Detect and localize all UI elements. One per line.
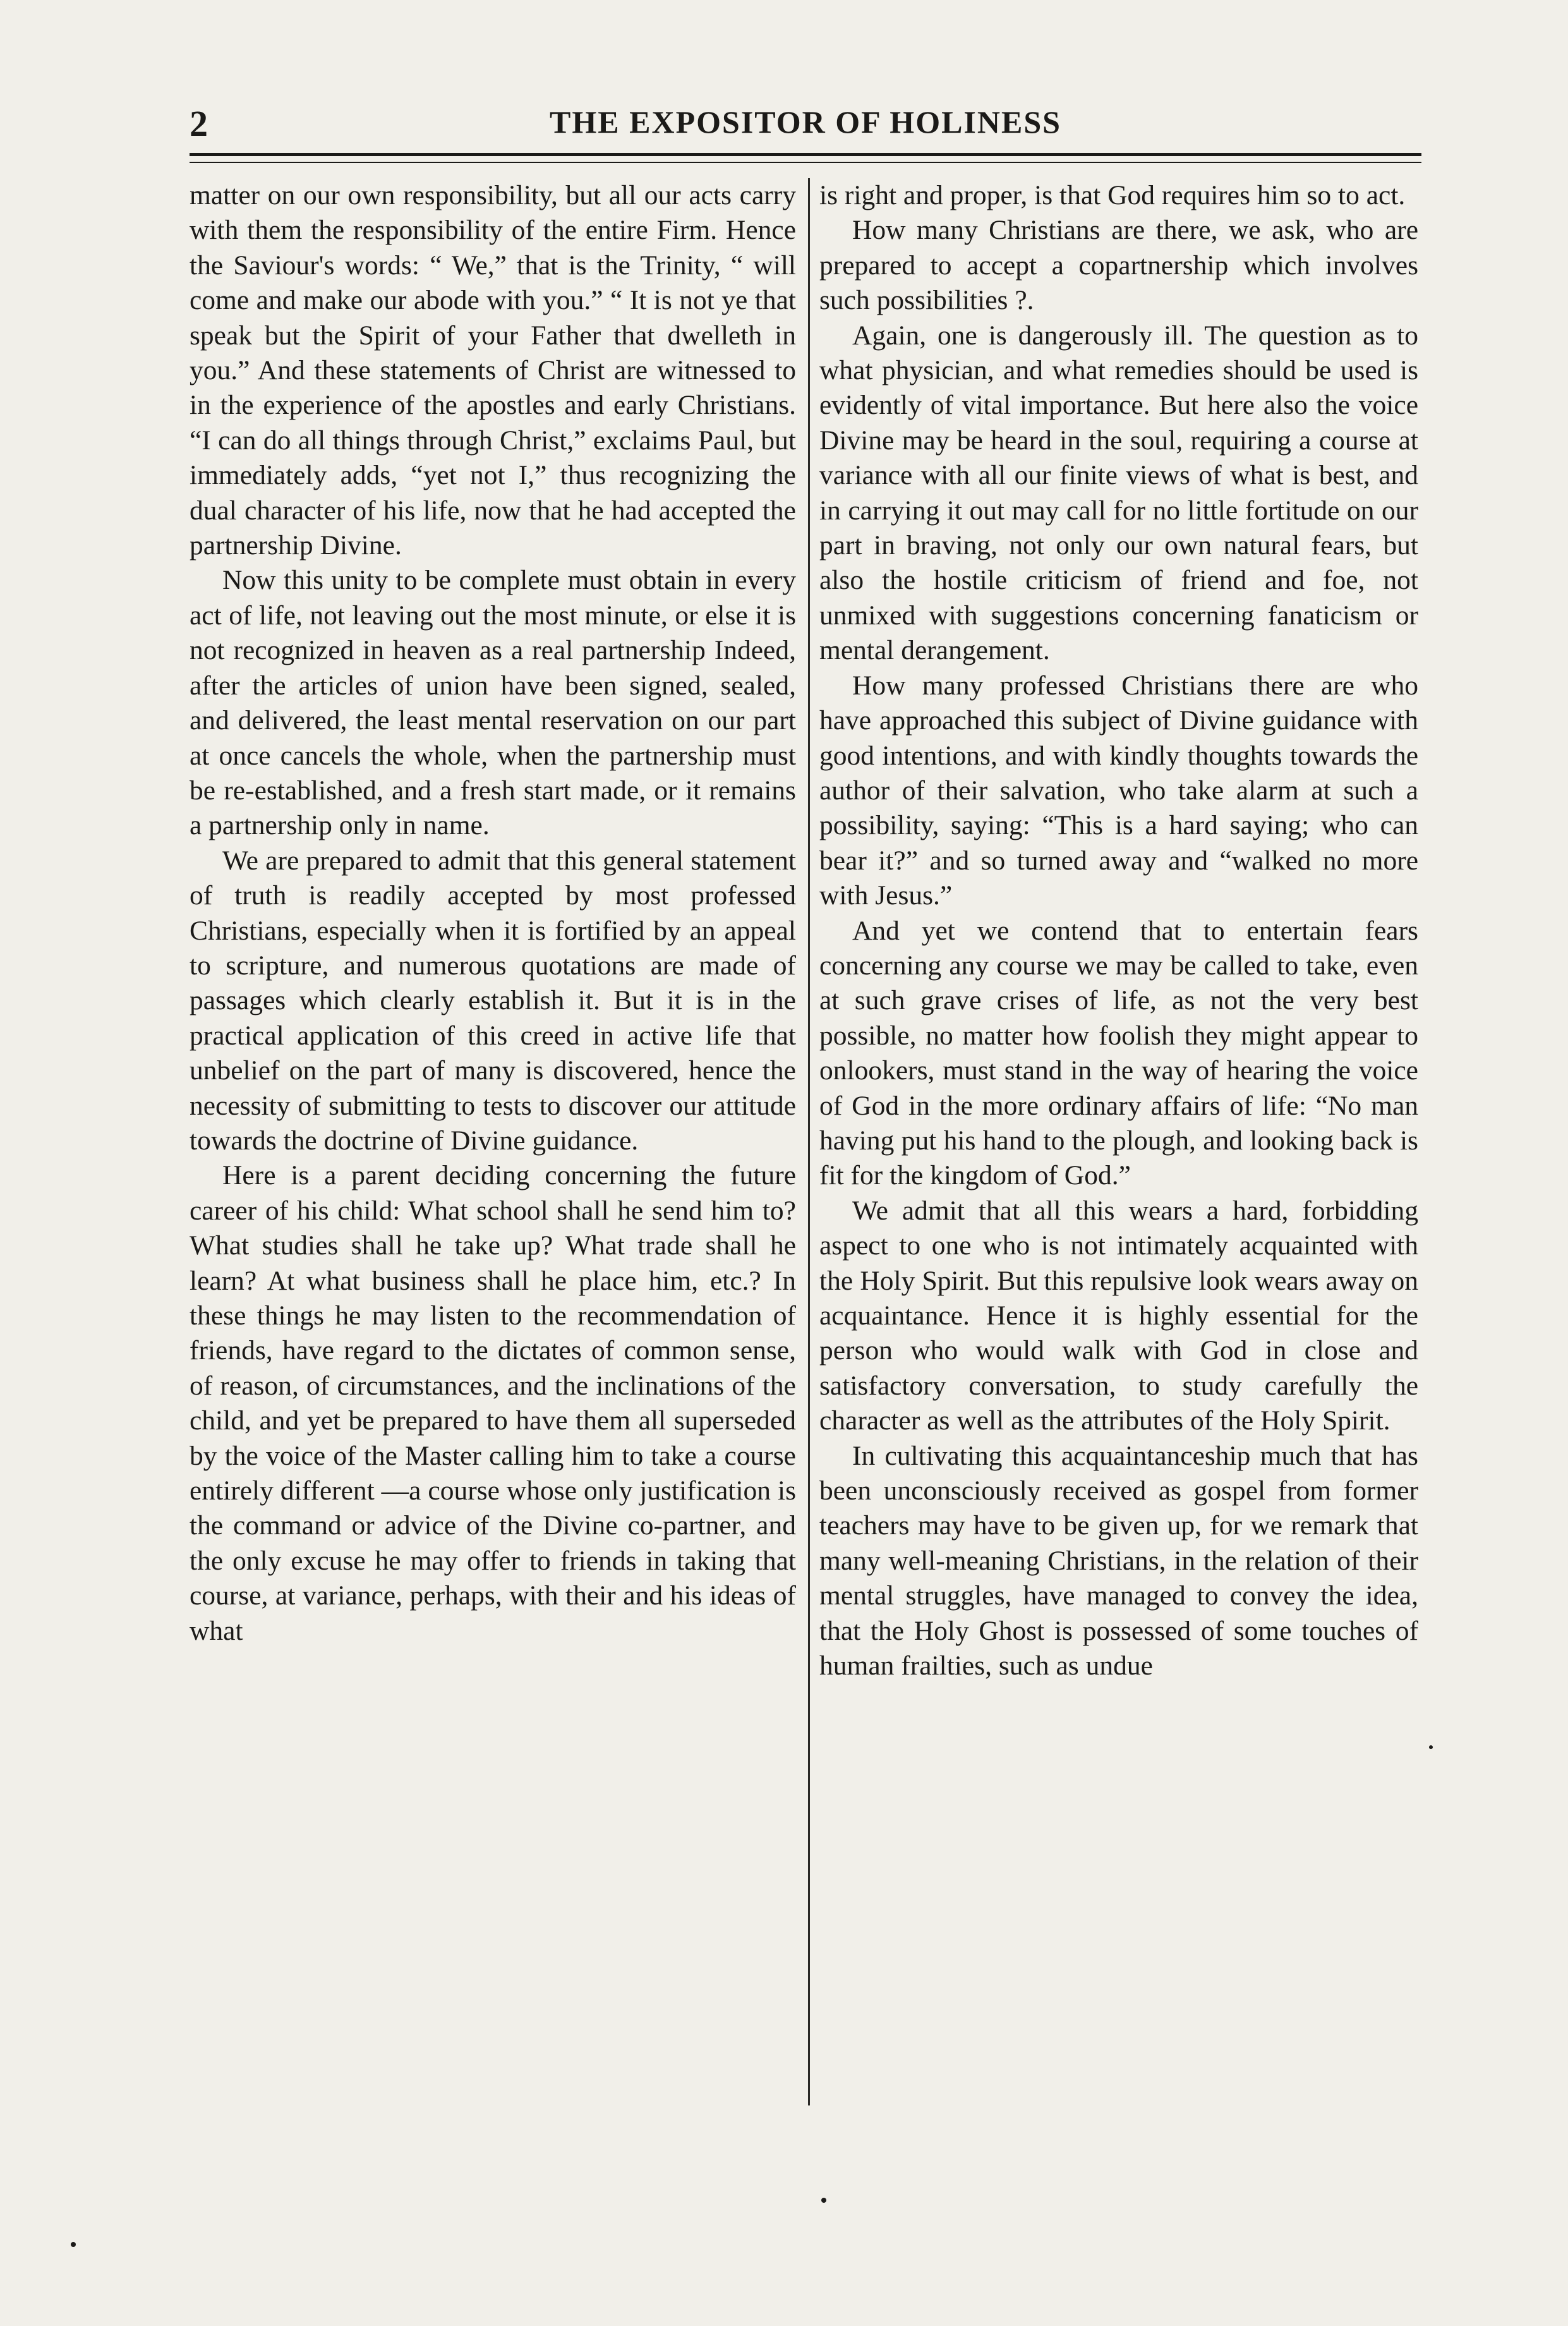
paragraph: Now this unity to be complete must obtain in every act of life, not leaving out the most minute, or else it is not recognized in heaven as a real partnership Indeed, after the articles of union have been signed, sealed, and delivered, the least mental reservation on our part at once cancels the whole, when the partnership must be re-established, and a fresh start made, or it remains a partnership only in name. bbox=[190, 565, 796, 841]
header-rule-thick bbox=[190, 153, 1421, 156]
ink-speck bbox=[71, 2242, 76, 2247]
header-rule-thin bbox=[190, 162, 1421, 163]
paragraph: is right and proper, is that God requires him so to act. bbox=[819, 180, 1406, 210]
column-divider bbox=[808, 178, 810, 2105]
ink-speck bbox=[821, 2198, 826, 2203]
right-column bbox=[819, 178, 1418, 1683]
paragraph: How many professed Christians there are who have approached this subject of Divine guidance with good intentions, and with kindly thoughts towards the author of their salvation, who take alarm at such a possibility, saying: “This is a hard saying; who can bear it?” and so turned away and “walked no more with Jesus.” bbox=[819, 670, 1418, 911]
paragraph: We are prepared to admit that this general statement of truth is readily accepted by most professed Christians, especially when it is fortified by an appeal to scripture, and numerous quotations are made of passages which clearly establish it. But it is in the practical application of this creed in active life that unbelief on the part of many is discovered, hence the necessity of submitting to tests to discover our attitude towards the doctrine of Divine guidance. bbox=[190, 845, 796, 1156]
paragraph: How many Christians are there, we ask, who are prepared to accept a copartnership which involves such possibilities ?. bbox=[819, 215, 1418, 316]
paragraph: And yet we contend that to entertain fears concerning any course we may be called to take, even at such grave crises of life, as not the very best possible, no matter how foolish they might appear to onlookers, must stand in the way of hearing the voice of God in the more ordinary affairs of life: “No man having put his hand to the plough, and looking back is fit for the kingdom of God.” bbox=[819, 915, 1418, 1191]
paragraph: In cultivating this acquaintanceship much that has been unconsciously received as gospel from former teachers may have to be given up, for we remark that many well-meaning Christians, in the relation of their mental struggles, have managed to convey the idea, that the Holy Ghost is possessed of some touches of human frailties, such as undue bbox=[819, 1440, 1418, 1681]
ink-speck bbox=[1429, 1745, 1433, 1749]
running-title: THE EXPOSITOR OF HOLINESS bbox=[550, 104, 1061, 140]
page-number: 2 bbox=[190, 103, 208, 144]
paragraph: Again, one is dangerously ill. The question as to what physician, and what remedies should be used is evidently of vital importance. But here also the voice Divine may be heard in the soul, requiring a course at variance with all our finite views of what is best, and in carrying it out may call for no little fortitude on our part in braving, not only our own natural fears, but also the hostile criticism of friend and foe, not unmixed with suggestions concerning fanaticism or mental derangement. bbox=[819, 320, 1418, 666]
page-header bbox=[190, 102, 1421, 147]
paragraph: We admit that all this wears a hard, forbidding aspect to one who is not intimately acquainted with the Holy Spirit. But this repulsive look wears away on acquaintance. Hence it is highly essential for the person who would walk with God in close and satisfactory conversation, to study carefully the character as well as the attributes of the Holy Spirit. bbox=[819, 1195, 1418, 1436]
paragraph: Here is a parent deciding concerning the future career of his child: What school shall he send him to? What studies shall he take up? What trade shall he learn? At what business shall he place him, etc.? In these things he may listen to the recommendation of friends, have regard to the dictates of common sense, of reason, of circumstances, and the inclinations of the child, and yet be prepared to have them all superseded by the voice of the Master calling him to take a course entirely different —a course whose only justification is the command or advice of the Divine co-partner, and the only excuse he may offer to friends in taking that course, at variance, perhaps, with their and his ideas of what bbox=[190, 1160, 796, 1646]
paragraph: matter on our own responsibility, but all our acts carry with them the responsibility of the entire Firm. Hence the Saviour's words: “ We,” that is the Trinity, “ will come and make our abode with you.” “ It is not ye that speak but the Spirit of your Father that dwelleth in you.” And these statements of Christ are witnessed to in the experience of the apostles and early Christians. “I can do all things through Christ,” exclaims Paul, but immediately adds, “yet not I,” thus recognizing the dual character of his life, now that he had accepted the partnership Divine. bbox=[190, 180, 796, 561]
left-column bbox=[190, 178, 796, 1649]
